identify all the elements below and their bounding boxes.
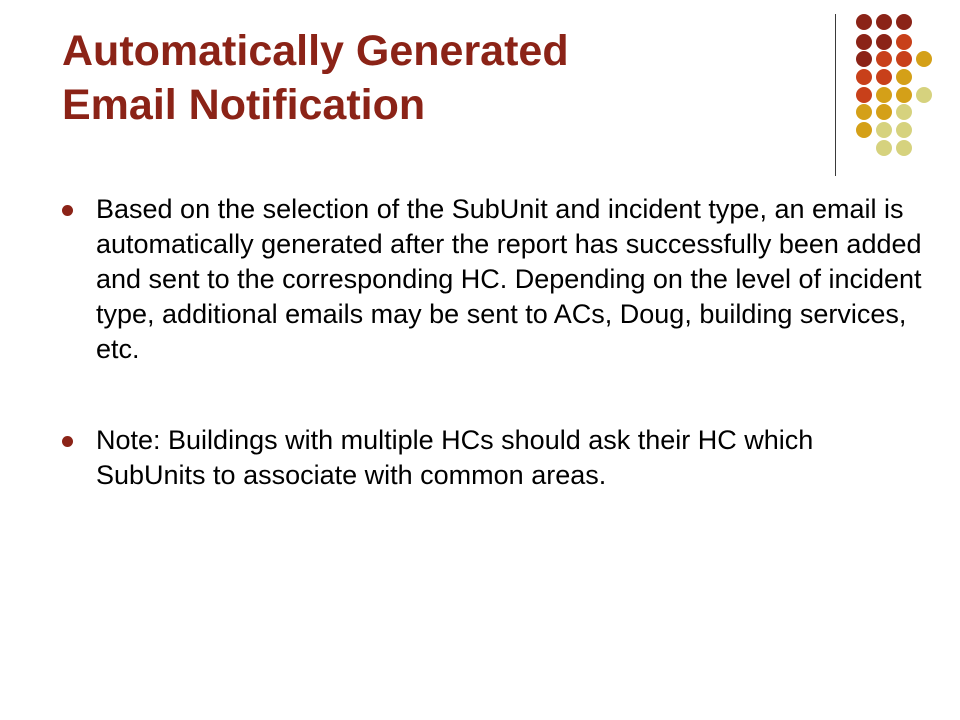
decorative-dot	[896, 87, 912, 103]
title-divider-line	[835, 14, 836, 176]
bullet-text: Based on the selection of the SubUnit and incident type, an email is automatically generated after the report has successfully been added and sent to the corresponding HC. Depending on the level of incident type, additional emails may be sent to ACs, Doug, building services, etc.	[96, 194, 922, 364]
decorative-dot	[896, 104, 912, 120]
decorative-dot	[856, 122, 872, 138]
bullet-text: Note: Buildings with multiple HCs should ask their HC which SubUnits to associate with common areas.	[96, 425, 814, 490]
bullet-dot-icon	[62, 205, 73, 216]
decorative-dot	[856, 69, 872, 85]
decorative-dot	[916, 87, 932, 103]
bullet-list	[62, 192, 922, 549]
decorative-dot	[876, 122, 892, 138]
decorative-dot	[856, 34, 872, 50]
decorative-dot	[856, 104, 872, 120]
decorative-dot	[896, 69, 912, 85]
decorative-dot	[896, 34, 912, 50]
decorative-dot	[856, 51, 872, 67]
decorative-dot	[876, 14, 892, 30]
decorative-dot	[876, 140, 892, 156]
decorative-dot	[896, 140, 912, 156]
bullet-dot-icon	[62, 436, 73, 447]
decorative-dot	[856, 14, 872, 30]
slide-title-line-2: Email Notification	[62, 81, 426, 129]
decorative-dot	[896, 122, 912, 138]
decorative-dot	[876, 87, 892, 103]
bullet-item	[62, 423, 922, 493]
decorative-dot	[896, 51, 912, 67]
slide-title-line-1: Automatically Generated	[62, 27, 569, 75]
bullet-item	[62, 192, 922, 367]
decorative-dot	[856, 87, 872, 103]
decorative-dot	[896, 14, 912, 30]
decorative-dot	[876, 51, 892, 67]
slide-title	[62, 24, 802, 132]
decorative-dot	[876, 34, 892, 50]
decorative-dot	[876, 104, 892, 120]
decorative-dot	[916, 51, 932, 67]
decorative-dot	[876, 69, 892, 85]
